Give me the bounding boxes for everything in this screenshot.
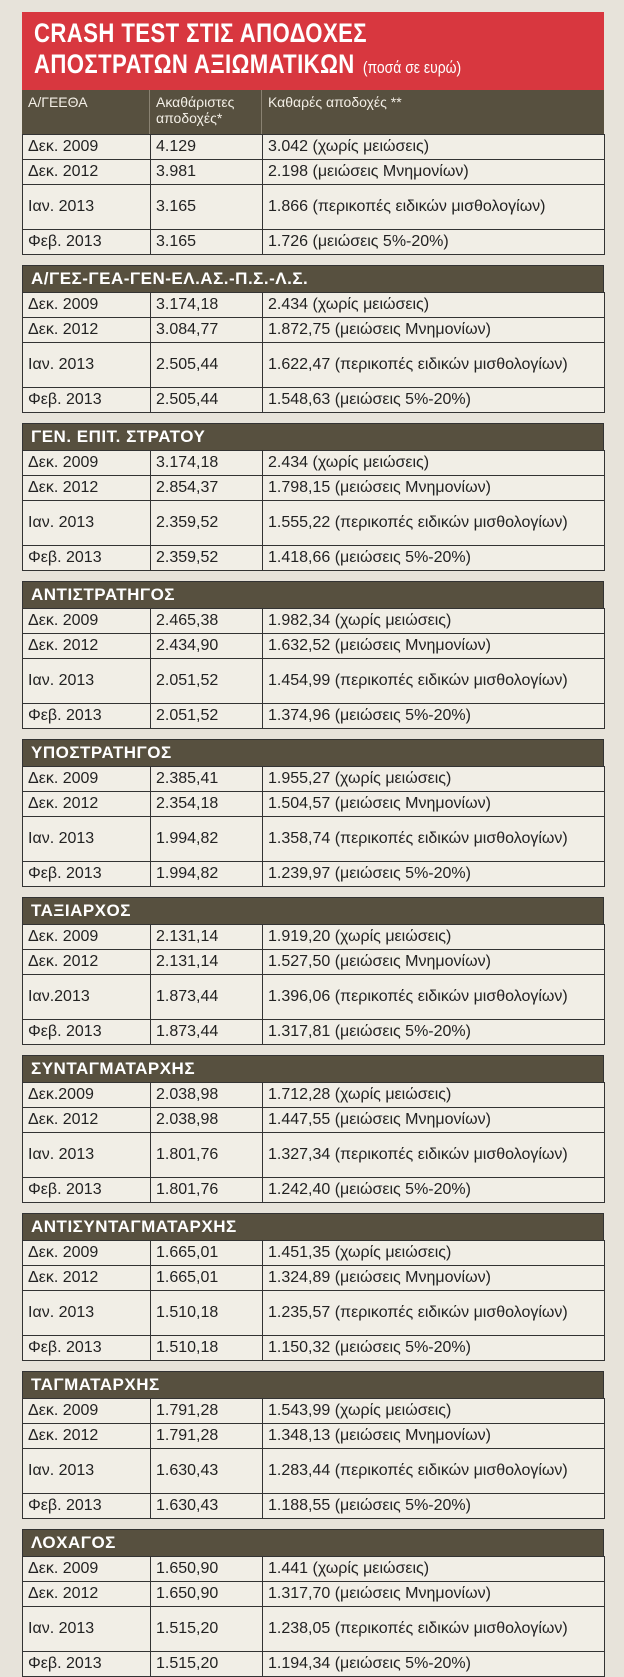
cell-gross: 1.510,18 — [151, 1291, 263, 1336]
rank-table — [22, 1240, 605, 1361]
rank-section — [22, 739, 604, 887]
cell-gross: 1.791,28 — [151, 1424, 263, 1449]
cell-gross: 1.665,01 — [151, 1241, 263, 1266]
cell-gross: 3.165 — [151, 230, 263, 255]
cell-gross: 4.129 — [151, 135, 263, 160]
banner-unit: (ποσά σε ευρώ) — [362, 58, 462, 77]
cell-gross: 3.981 — [151, 160, 263, 185]
cell-date: Ιαν. 2013 — [23, 817, 151, 862]
section-title: ΥΠΟΣΤΡΑΤΗΓΟΣ — [22, 739, 604, 766]
rank-table — [22, 1398, 605, 1519]
cell-date: Δεκ. 2012 — [23, 634, 151, 659]
cell-net: 3.042 (χωρίς μειώσεις) — [263, 135, 605, 160]
table-row — [23, 230, 605, 255]
table-row — [23, 767, 605, 792]
rank-section — [22, 897, 604, 1045]
cell-net: 1.441 (χωρίς μειώσεις) — [263, 1557, 605, 1582]
banner-title-line1: CRASH TEST ΣΤΙΣ ΑΠΟΔΟΧΕΣ — [34, 18, 367, 48]
table-row — [23, 1424, 605, 1449]
cell-gross: 2.131,14 — [151, 950, 263, 975]
table-row — [23, 1449, 605, 1494]
table-row — [23, 862, 605, 887]
cell-date: Φεβ. 2013 — [23, 546, 151, 571]
cell-net: 1.622,47 (περικοπές ειδικών μισθολογίων) — [263, 343, 605, 388]
table-row — [23, 185, 605, 230]
section-title: ΛΟΧΑΓΟΣ — [22, 1529, 604, 1556]
section-title: ΤΑΓΜΑΤΑΡΧΗΣ — [22, 1371, 604, 1398]
cell-date: Ιαν. 2013 — [23, 343, 151, 388]
section-title: ΑΝΤΙΣΤΡΑΤΗΓΟΣ — [22, 581, 604, 608]
cell-gross: 2.131,14 — [151, 925, 263, 950]
cell-net: 1.283,44 (περικοπές ειδικών μισθολογίων) — [263, 1449, 605, 1494]
cell-gross: 2.051,52 — [151, 704, 263, 729]
cell-gross: 2.385,41 — [151, 767, 263, 792]
table-row — [23, 1494, 605, 1519]
cell-date: Δεκ. 2009 — [23, 451, 151, 476]
rank-table — [22, 450, 605, 571]
cell-net: 1.327,34 (περικοπές ειδικών μισθολογίων) — [263, 1133, 605, 1178]
cell-net: 1.543,99 (χωρίς μειώσεις) — [263, 1399, 605, 1424]
rank-section — [22, 1213, 604, 1361]
cell-net: 1.324,89 (μειώσεις Μνημονίων) — [263, 1266, 605, 1291]
header-gross: Ακαθάριστες αποδοχές* — [150, 90, 262, 134]
cell-gross: 1.801,76 — [151, 1178, 263, 1203]
table-row — [23, 343, 605, 388]
cell-gross: 1.630,43 — [151, 1494, 263, 1519]
table-row — [23, 388, 605, 413]
cell-gross: 1.873,44 — [151, 1020, 263, 1045]
table-row — [23, 1178, 605, 1203]
cell-date: Δεκ. 2012 — [23, 160, 151, 185]
cell-net: 1.504,57 (μειώσεις Μνημονίων) — [263, 792, 605, 817]
cell-net: 1.374,96 (μειώσεις 5%-20%) — [263, 704, 605, 729]
table-row — [23, 501, 605, 546]
cell-net: 2.434 (χωρίς μειώσεις) — [263, 293, 605, 318]
cell-date: Φεβ. 2013 — [23, 1652, 151, 1677]
table-row — [23, 160, 605, 185]
section-title: ΑΝΤΙΣΥΝΤΑΓΜΑΤΑΡΧΗΣ — [22, 1213, 604, 1240]
cell-gross: 2.854,37 — [151, 476, 263, 501]
section-title: ΣΥΝΤΑΓΜΑΤΑΡΧΗΣ — [22, 1055, 604, 1082]
cell-net: 1.955,27 (χωρίς μειώσεις) — [263, 767, 605, 792]
cell-date: Φεβ. 2013 — [23, 1494, 151, 1519]
table-row — [23, 1336, 605, 1361]
cell-date: Δεκ. 2009 — [23, 1557, 151, 1582]
cell-net: 1.238,05 (περικοπές ειδικών μισθολογίων) — [263, 1607, 605, 1652]
cell-net: 1.527,50 (μειώσεις Μνημονίων) — [263, 950, 605, 975]
cell-net: 1.798,15 (μειώσεις Μνημονίων) — [263, 476, 605, 501]
cell-net: 1.194,34 (μειώσεις 5%-20%) — [263, 1652, 605, 1677]
cell-date: Δεκ. 2012 — [23, 792, 151, 817]
table-row — [23, 451, 605, 476]
cell-gross: 3.174,18 — [151, 293, 263, 318]
cell-date: Δεκ. 2009 — [23, 767, 151, 792]
table-row — [23, 1020, 605, 1045]
cell-gross: 1.510,18 — [151, 1336, 263, 1361]
table-row — [23, 975, 605, 1020]
cell-date: Ιαν. 2013 — [23, 1607, 151, 1652]
cell-gross: 2.038,98 — [151, 1108, 263, 1133]
cell-date: Δεκ.2009 — [23, 1083, 151, 1108]
rank-section — [22, 1529, 604, 1677]
cell-gross: 2.505,44 — [151, 388, 263, 413]
cell-net: 1.454,99 (περικοπές ειδικών μισθολογίων) — [263, 659, 605, 704]
table-row — [23, 609, 605, 634]
cell-net: 1.451,35 (χωρίς μειώσεις) — [263, 1241, 605, 1266]
table-row — [23, 1557, 605, 1582]
table-row — [23, 817, 605, 862]
cell-date: Δεκ. 2012 — [23, 1108, 151, 1133]
cell-net: 1.872,75 (μειώσεις Μνημονίων) — [263, 318, 605, 343]
cell-date: Δεκ. 2012 — [23, 950, 151, 975]
cell-date: Δεκ. 2009 — [23, 1241, 151, 1266]
cell-net: 1.348,13 (μειώσεις Μνημονίων) — [263, 1424, 605, 1449]
first-table — [22, 134, 605, 255]
table-row — [23, 1607, 605, 1652]
rank-section — [22, 581, 604, 729]
rank-table — [22, 924, 605, 1045]
table-row — [23, 1108, 605, 1133]
cell-date: Φεβ. 2013 — [23, 1336, 151, 1361]
cell-gross: 1.630,43 — [151, 1449, 263, 1494]
cell-date: Φεβ. 2013 — [23, 388, 151, 413]
section-title: Α/ΓΕΣ-ΓΕΑ-ΓΕΝ-ΕΛ.ΑΣ.-Π.Σ.-Λ.Σ. — [22, 265, 604, 292]
cell-date: Ιαν. 2013 — [23, 501, 151, 546]
cell-gross: 2.434,90 — [151, 634, 263, 659]
cell-net: 1.726 (μειώσεις 5%-20%) — [263, 230, 605, 255]
table-row — [23, 546, 605, 571]
cell-gross: 2.038,98 — [151, 1083, 263, 1108]
cell-date: Δεκ. 2009 — [23, 925, 151, 950]
cell-gross: 1.994,82 — [151, 862, 263, 887]
cell-date: Δεκ. 2009 — [23, 293, 151, 318]
cell-date: Δεκ. 2009 — [23, 1399, 151, 1424]
cell-date: Δεκ. 2012 — [23, 1424, 151, 1449]
table-row — [23, 293, 605, 318]
table-row — [23, 1399, 605, 1424]
rank-table — [22, 766, 605, 887]
cell-net: 1.239,97 (μειώσεις 5%-20%) — [263, 862, 605, 887]
cell-date: Δεκ. 2009 — [23, 609, 151, 634]
table-row — [23, 925, 605, 950]
cell-net: 2.198 (μειώσεις Μνημονίων) — [263, 160, 605, 185]
rank-table — [22, 1082, 605, 1203]
cell-gross: 2.359,52 — [151, 546, 263, 571]
cell-date: Δεκ. 2012 — [23, 1266, 151, 1291]
table-row — [23, 1582, 605, 1607]
cell-date: Δεκ. 2012 — [23, 476, 151, 501]
cell-gross: 1.994,82 — [151, 817, 263, 862]
cell-net: 1.358,74 (περικοπές ειδικών μισθολογίων) — [263, 817, 605, 862]
cell-net: 1.150,32 (μειώσεις 5%-20%) — [263, 1336, 605, 1361]
cell-date: Ιαν. 2013 — [23, 1291, 151, 1336]
cell-date: Ιαν. 2013 — [23, 1449, 151, 1494]
cell-net: 1.235,57 (περικοπές ειδικών μισθολογίων) — [263, 1291, 605, 1336]
cell-net: 1.447,55 (μειώσεις Μνημονίων) — [263, 1108, 605, 1133]
cell-gross: 1.801,76 — [151, 1133, 263, 1178]
table-row — [23, 1652, 605, 1677]
table-row — [23, 1133, 605, 1178]
cell-net: 1.396,06 (περικοπές ειδικών μισθολογίων) — [263, 975, 605, 1020]
cell-gross: 2.051,52 — [151, 659, 263, 704]
cell-date: Ιαν. 2013 — [23, 659, 151, 704]
cell-gross: 1.665,01 — [151, 1266, 263, 1291]
cell-net: 1.555,22 (περικοπές ειδικών μισθολογίων) — [263, 501, 605, 546]
rank-section — [22, 265, 604, 413]
table-row — [23, 135, 605, 160]
cell-gross: 3.084,77 — [151, 318, 263, 343]
cell-gross: 2.359,52 — [151, 501, 263, 546]
cell-date: Φεβ. 2013 — [23, 1178, 151, 1203]
cell-gross: 1.650,90 — [151, 1557, 263, 1582]
section-title: ΓΕΝ. ΕΠΙΤ. ΣΤΡΑΤΟΥ — [22, 423, 604, 450]
cell-gross: 1.791,28 — [151, 1399, 263, 1424]
section-title: ΤΑΞΙΑΡΧΟΣ — [22, 897, 604, 924]
cell-net: 1.866 (περικοπές ειδικών μισθολογίων) — [263, 185, 605, 230]
cell-date: Ιαν.2013 — [23, 975, 151, 1020]
cell-net: 1.242,40 (μειώσεις 5%-20%) — [263, 1178, 605, 1203]
cell-net: 1.712,28 (χωρίς μειώσεις) — [263, 1083, 605, 1108]
table-row — [23, 476, 605, 501]
rank-section — [22, 1055, 604, 1203]
cell-date: Δεκ. 2012 — [23, 318, 151, 343]
cell-gross: 2.354,18 — [151, 792, 263, 817]
header-net: Καθαρές αποδοχές ** — [268, 94, 402, 110]
cell-date: Ιαν. 2013 — [23, 1133, 151, 1178]
cell-date: Δεκ. 2012 — [23, 1582, 151, 1607]
table-row — [23, 792, 605, 817]
cell-date: Φεβ. 2013 — [23, 1020, 151, 1045]
cell-net: 1.982,34 (χωρίς μειώσεις) — [263, 609, 605, 634]
cell-net: 1.418,66 (μειώσεις 5%-20%) — [263, 546, 605, 571]
title-banner — [22, 12, 604, 90]
rank-table — [22, 1556, 605, 1677]
table-row — [23, 1241, 605, 1266]
cell-net: 1.188,55 (μειώσεις 5%-20%) — [263, 1494, 605, 1519]
rank-table — [22, 608, 605, 729]
salary-table-sheet — [22, 12, 604, 1677]
cell-date: Δεκ. 2009 — [23, 135, 151, 160]
table-row — [23, 1291, 605, 1336]
cell-net: 1.317,70 (μειώσεις Μνημονίων) — [263, 1582, 605, 1607]
header-rank: Α/ΓΕΕΘΑ — [22, 90, 150, 134]
table-row — [23, 318, 605, 343]
cell-gross: 2.465,38 — [151, 609, 263, 634]
cell-date: Ιαν. 2013 — [23, 185, 151, 230]
cell-gross: 3.165 — [151, 185, 263, 230]
cell-net: 1.548,63 (μειώσεις 5%-20%) — [263, 388, 605, 413]
cell-net: 1.317,81 (μειώσεις 5%-20%) — [263, 1020, 605, 1045]
table-row — [23, 1266, 605, 1291]
rank-table — [22, 292, 605, 413]
cell-gross: 2.505,44 — [151, 343, 263, 388]
cell-gross: 1.515,20 — [151, 1607, 263, 1652]
cell-date: Φεβ. 2013 — [23, 230, 151, 255]
cell-net: 1.919,20 (χωρίς μειώσεις) — [263, 925, 605, 950]
column-header-row — [22, 90, 604, 134]
rank-section — [22, 423, 604, 571]
banner-title-text: ΑΠΟΣΤΡΑΤΩΝ ΑΞΙΩΜΑΤΙΚΩΝ — [34, 49, 355, 79]
banner-title-line2 — [34, 49, 493, 83]
cell-net: 1.632,52 (μειώσεις Μνημονίων) — [263, 634, 605, 659]
table-row — [23, 634, 605, 659]
cell-date: Φεβ. 2013 — [23, 862, 151, 887]
cell-gross: 1.873,44 — [151, 975, 263, 1020]
table-row — [23, 1083, 605, 1108]
table-row — [23, 704, 605, 729]
rank-section — [22, 1371, 604, 1519]
table-row — [23, 659, 605, 704]
cell-date: Φεβ. 2013 — [23, 704, 151, 729]
cell-net: 2.434 (χωρίς μειώσεις) — [263, 451, 605, 476]
cell-gross: 1.650,90 — [151, 1582, 263, 1607]
cell-gross: 1.515,20 — [151, 1652, 263, 1677]
cell-gross: 3.174,18 — [151, 451, 263, 476]
table-row — [23, 950, 605, 975]
